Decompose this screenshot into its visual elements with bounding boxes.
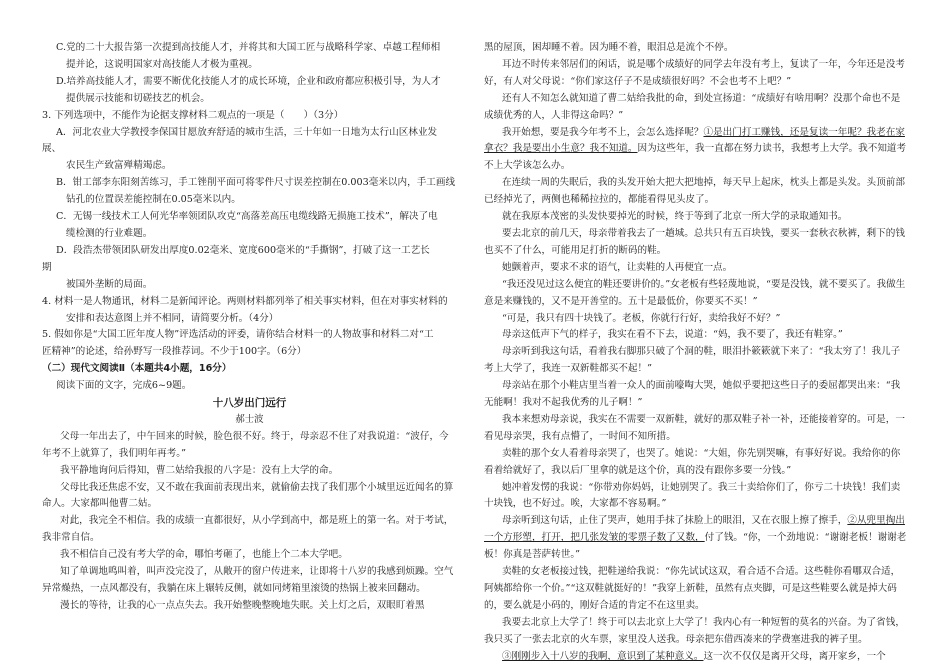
q2-option-c-line1: C.党的二十大报告第一次提到高技能人才，并将其和大国工匠与战略科学家、卓越工程师相: [56, 42, 441, 53]
story-paragraph: 父母一年出去了，中午回来的时候，脸色很不好。终于，母亲忍不住了对我说道：“波仔，今年考不上就算了，我们明年再考。”: [42, 430, 449, 459]
story-paragraph: 卖鞋的女老板接过钱，把鞋递给我说：“你先试试这双，看合适不合适。这些鞋你看哪双合适，阿姨都给你一个价。”“这双鞋就挺好的！”我穿上新鞋，虽然有点夹脚，可是这些鞋要么就是掉大码的，要么就是小码的，刚好合适的肯定不在这里卖。: [484, 566, 901, 611]
underlined-sentence-3: ③刚刚步入十八岁的我啊，意识到了某种意义。: [502, 650, 704, 662]
q3-option-d-line2: 期: [42, 261, 52, 273]
story-paragraph: 她颤着声，要求不求的语气，让卖鞋的人再便宜一点。: [502, 261, 733, 273]
q3-option-a-line3: 农民生产致富殚精竭虑。: [66, 160, 172, 172]
story-paragraph: 她冲着发愣的我说：“你带劝你妈妈，让她别哭了。我三十卖给你们了，你亏二十块钱！我们卖十块钱，也不好过。唉，大家都不容易啊。”: [484, 481, 901, 510]
q3-option-b-line2: 钻孔的位置误差能控制在0.05毫米以内。: [66, 194, 241, 206]
right-column: [484, 40, 908, 666]
q5-line1: 5. 假如你是“大国工匠年度人物”评选活动的评委，请你结合材料一的人物故事和材料二对“工: [42, 329, 434, 341]
q3-option-c-line1: C．无锡一线技术工人何光华率领团队攻克“高落差高压电缆线路无损施工技术”，解决了电: [56, 211, 438, 223]
story-paragraph: 母亲这低声下气的样子，我实在看不下去，说道：“妈，我不要了，我还有鞋穿。”: [502, 329, 843, 341]
q3-option-a-line2: 展、: [42, 143, 62, 155]
left-column: [42, 40, 457, 615]
story-paragraph: 知了单调地鸣叫着，叫声没完没了，从敞开的窗户传进来，让即将十八岁的我感到烦躁。空气异常燥热，一点风都没有，我躺在床上辗转反侧，就如同烤箱里滚烫的热锅上被来回翻动。: [42, 566, 454, 594]
story-paragraph-underlined-1: 我开始想，要是我今年考不上，会怎么选择呢？①是出门打工赚钱，还是复读一年呢？我老在家拿衣？我是要出小生意？我不知道。因为这些年，我一直都在努力读书，我想考上大学。我不知道考不上大学该怎么办。: [484, 126, 907, 172]
q3-option-c-line2: 缆检测的行业难题。: [66, 227, 153, 239]
story-paragraph: 还有人不知怎么就知道了曹二姑给我批的命，到处宣扬道：“成绩好有啥用啊？没那个命也不是成绩优秀的人，人非得这命吗？”: [484, 92, 901, 121]
story-paragraph-underlined-2: 母亲听到这句话，止住了哭声，她用手抹了抹脸上的眼泪，又在衣服上擦了擦手，②从兜里掏出一个方形塑，打开，把几张发皱的零票子数了又数，付了钱。“你，一个劲地说：“谢谢老板！谢谢老板！你真是菩萨转世。”: [484, 515, 907, 561]
q5-line2: 匠精神”的论述，给孙野写一段推荐词。不少于100字。（6分）: [42, 346, 307, 358]
q4-line1: 4. 材料一是人物通讯，材料二是新闻评论。两则材料都列举了相关事实材料，但在对事实材料的: [42, 295, 448, 307]
section-heading: （二）现代文阅读Ⅱ（本题共4小题，16分）: [42, 363, 232, 375]
q3-option-d-line1: D．段浩杰带领团队研发出厚度0.02毫米、宽度600毫米的“手撕钢”，打破了这一工艺长: [56, 244, 430, 256]
q3-option-b-line1: B．钳工部李东阳刻苦练习，手工锉削平面可将零件尺寸误差控制在0.003毫米以内，手工画线: [56, 177, 456, 189]
story-paragraph-underlined-3: ③刚刚步入十八岁的我啊，意识到了某种意义。这一次不仅仅是离开父母，离开家乡，一个: [502, 650, 886, 662]
story-paragraph: 母亲听到我这句话，看着我右脚那只破了个洞的鞋，眼泪扑簌簌就下来了：“我太穷了！我儿子考上大学了，我连一双新鞋都买不起！”: [484, 346, 901, 375]
q2-option-d-line1: D.培养高技能人才，需要不断优化技能人才的成长环境，企业和政府都应积极引导，为人才: [56, 75, 441, 87]
story-paragraph: 母亲站在那个小鞋店里当着一众人的面前嚎啕大哭，她似乎要把这些日子的委屈都哭出来：“我无能啊！我对不起我优秀的儿子啊！”: [484, 380, 901, 409]
story-paragraph: 要去北京的前几天，母亲带着我去了一趟城。总共只有五百块钱，要买一套秋衣秋裤，剩下的钱也买不了什么，可能用足打折的断码的鞋。: [484, 227, 905, 256]
story-paragraph: 就在我原本茂密的头发快要掉光的时候，终于等到了北京一所大学的录取通知书。: [502, 211, 848, 223]
story-title: 十八岁出门远行: [212, 397, 287, 410]
q3-option-d-line3: 被国外垄断的局面。: [66, 278, 153, 290]
reading-instruction: 阅读下面的文字，完成6~9题。: [56, 380, 192, 392]
story-paragraph: “我还没见过这么便宜的鞋还要讲价的。”女老板有些轻蔑地说，“要是没钱，就不要买了。我做生意是来赚钱的，又不是开善堂的。五十是最低价，你要买不买！”: [484, 278, 906, 307]
q2-option-c-line2: 提并论，这说明国家对高技能人才极为重视。: [66, 58, 258, 70]
underlined-sentence-1: ①是出门打工赚钱，还是复读一年呢？我老在家拿衣？我是要出小生意？我不知道。: [484, 126, 905, 155]
story-paragraph: 对此，我完全不相信。我的成绩一直都很好，从小学到高中，都是班上的第一名。对于考试，我非常自信。: [42, 515, 454, 544]
underlined-sentence-2: ②从兜里掏出一个方形塑，打开，把几张发皱的零票子数了又数，: [484, 515, 905, 544]
story-paragraph: 父母比我还焦虑不安，又不敢在我面前表现出来，就偷偷去找了我们那个小城里远近闻名的算命人。大家都叫他曹二姑。: [42, 481, 454, 510]
story-paragraph: 漫长的等待，让我的心一点点失去。我开始整晚整晚地失眠。关上灯之后，双眼盯着黑: [60, 599, 425, 611]
story-paragraph: 在连续一周的失眠后，我的头发开始大把大把地掉，每天早上起床，枕头上都是头发。头顶前部已经掉光了，两侧也稀稀拉拉的，都能看得见头皮了。: [484, 177, 905, 206]
q3-stem: 3. 下列选项中，不能作为论据支撑材料二观点的一项是（ ）（3分）: [42, 109, 344, 121]
story-paragraph: 卖鞋的那个女人看着母亲哭了，也哭了。她说：“大姐，你先别哭嘛，有事好好说。我给你的你看着给就好了，我以后厂里拿的就是这个价，真的没有跟你多要一分钱。”: [484, 447, 901, 476]
story-paragraph: 耳边不时传来邻居们的闲话，说是哪个成绩好的同学去年没有考上，复读了一年，今年还是没考好，有人对父母说：“你们家这仔子不是成绩很好吗？不会也考不上吧？”: [484, 58, 905, 87]
q4-line2: 安排和表达意图上并不相同，请简要分析。（4分）: [66, 312, 279, 324]
story-paragraph: 我本来想劝母亲说，我实在不需要一双新鞋，就好的那双鞋子补一补，还能接着穿的。可是，一看见母亲哭，我有点懵了，一时间不知所措。: [484, 413, 905, 442]
story-paragraph: 我要去北京上大学了！终于可以去北京上大学了！我内心有一种短暂的莫名的兴奋。为了省钱，我只买了一张去北京的火车票，家里没人送我。母亲把东借西凑来的学费塞进我的裤子里。: [484, 616, 905, 645]
story-author: 郝士波: [235, 413, 264, 425]
story-paragraph: 我不相信自己没有考大学的命，哪怕考砸了，也能上个二本大学吧。: [60, 549, 348, 561]
story-paragraph: 我平静地询问后得知，曹二姑给我报的八字是：没有上大学的命。: [60, 464, 339, 476]
story-paragraph-continued: 黑的屋顶，困却睡不着。因为睡不着，眼泪总是流个不停。: [484, 42, 734, 53]
q2-option-d-line2: 提供展示技能和切磋技艺的机会。: [66, 92, 210, 104]
story-paragraph: “可是，我只有四十块钱了。老板，你就行行好，卖给我好不好？”: [502, 312, 781, 324]
q3-option-a-line1: A．河北农业大学教授李保国甘愿放弃舒适的城市生活，三十年如一日地为太行山区林业发: [56, 126, 438, 138]
